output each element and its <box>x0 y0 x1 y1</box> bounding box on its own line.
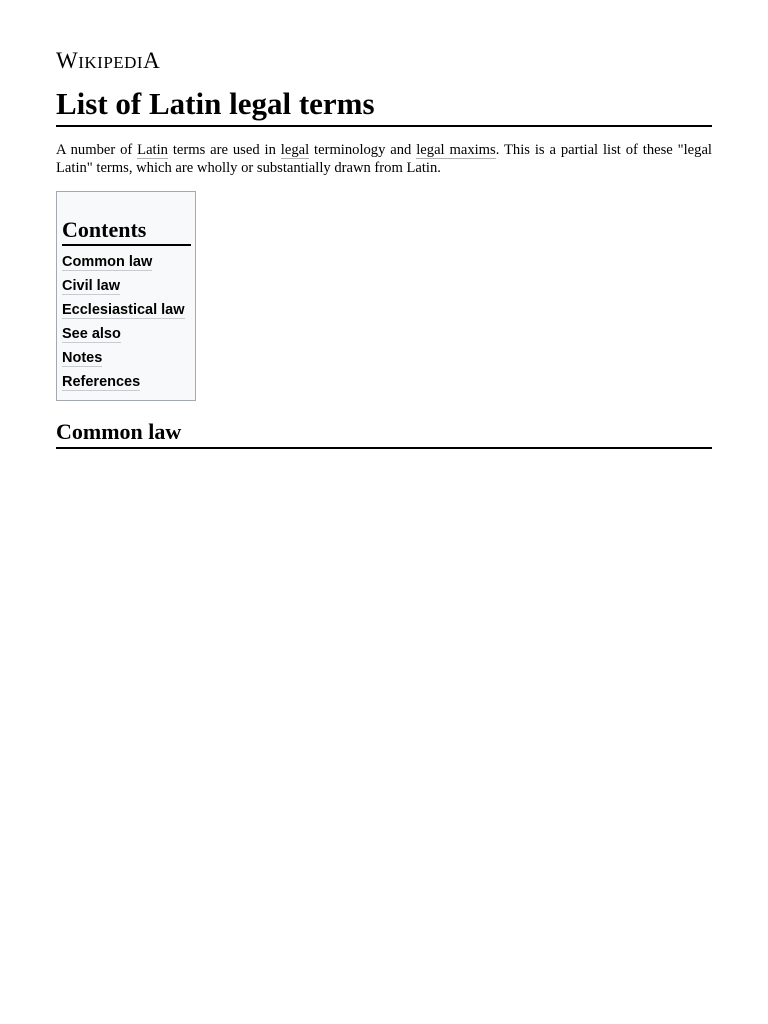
toc-list <box>62 250 190 394</box>
wordmark-last-letter: A <box>143 48 161 73</box>
toc-item-references <box>62 370 190 394</box>
toc-title: Contents <box>62 216 191 246</box>
wordmark-middle: IKIPEDI <box>78 53 144 72</box>
link-legal[interactable]: legal <box>280 142 310 158</box>
link-latin[interactable]: Latin <box>137 142 168 158</box>
intro-text-4: . This is a partial list of these "legal Latin" terms, which are wholly or substantially drawn from Latin. <box>56 142 712 176</box>
toc-item-common-law <box>62 250 190 274</box>
toc-link-references[interactable]: References <box>62 374 141 390</box>
link-legal-maxims[interactable]: legal maxims <box>416 142 496 158</box>
toc-link-common-law[interactable]: Common law <box>62 254 153 270</box>
page-title: List of Latin legal terms <box>56 84 712 127</box>
toc-item-see-also <box>62 322 190 346</box>
intro-text-1: A number of <box>56 142 138 158</box>
toc-item-ecclesiastical-law <box>62 298 190 322</box>
wordmark-first-letter: W <box>56 48 79 73</box>
intro-paragraph <box>56 141 712 177</box>
intro-text-2: terms are used in <box>167 142 281 158</box>
intro-text-3: terminology and <box>309 142 417 158</box>
toc-link-see-also[interactable]: See also <box>62 326 121 342</box>
table-of-contents <box>56 191 196 401</box>
toc-link-ecclesiastical-law[interactable]: Ecclesiastical law <box>62 302 185 318</box>
toc-link-notes[interactable]: Notes <box>62 350 103 366</box>
toc-link-civil-law[interactable]: Civil law <box>62 278 121 294</box>
toc-item-notes <box>62 346 190 370</box>
section-heading-common-law: Common law <box>56 418 712 449</box>
wikipedia-wordmark[interactable] <box>56 50 160 74</box>
toc-item-civil-law <box>62 274 190 298</box>
